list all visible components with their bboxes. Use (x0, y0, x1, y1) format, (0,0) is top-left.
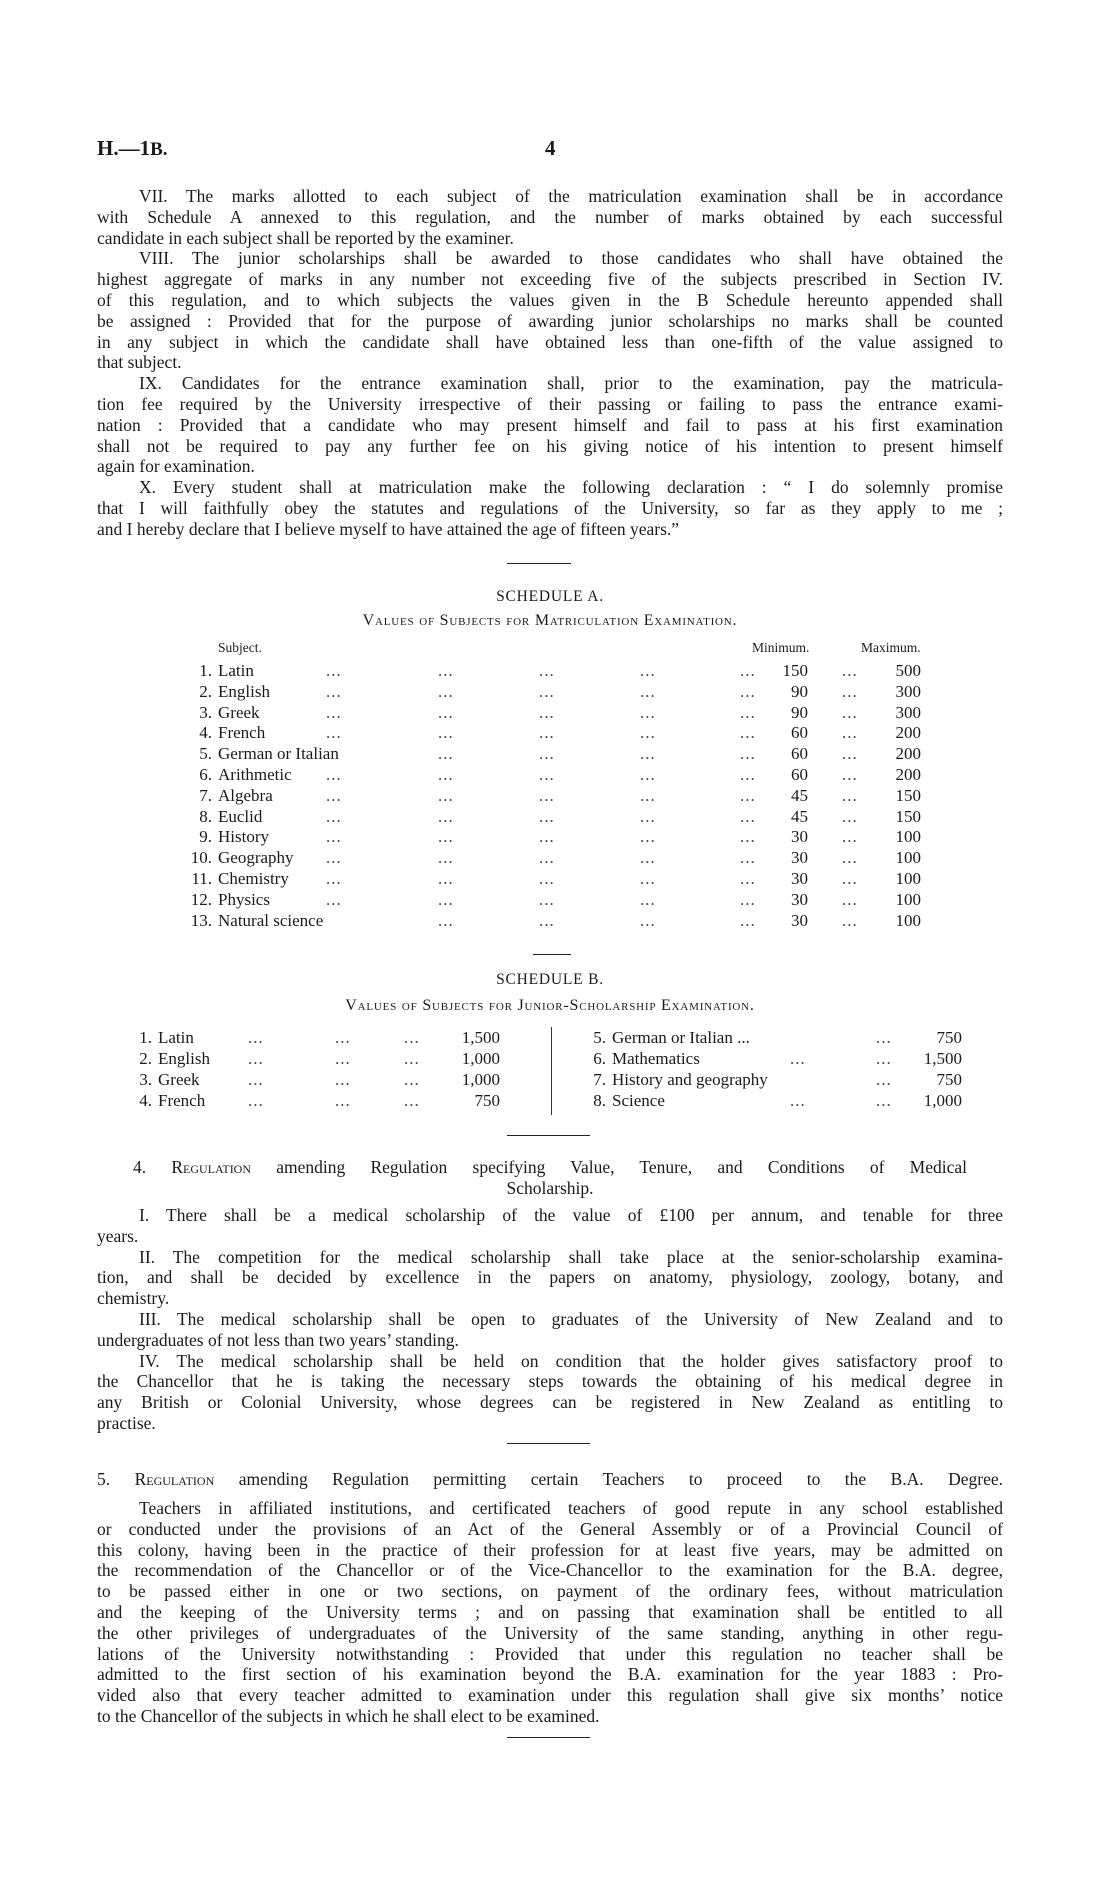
dot-leader: ... (842, 910, 858, 930)
subject-value: 750 (474, 1091, 500, 1110)
maximum-value: 300 (895, 681, 921, 701)
dot-leader: ... (539, 806, 555, 826)
minimum-value: 45 (791, 785, 808, 805)
subject-value: 750 (936, 1028, 962, 1047)
subject-name: Latin (158, 1028, 194, 1047)
row-number: 5. (199, 744, 212, 764)
table-row (0, 1069, 1114, 1090)
paragraph-line: I. There shall be a medical scholarship of the value of £100 per annum, and tenable for three (139, 1205, 1003, 1225)
minimum-value: 150 (782, 661, 808, 680)
subject-name: Latin (218, 661, 254, 680)
schedule-a-title: SCHEDULE A. (496, 588, 604, 605)
dot-leader: ... (539, 744, 555, 764)
subject-name: Mathematics (612, 1049, 700, 1068)
dot-leader: ... (539, 785, 555, 805)
paragraph-line: be assigned : Provided that for the purpose of awarding junior scholarships no marks shall be counted (97, 310, 1003, 331)
dot-leader: ... (326, 661, 342, 680)
paragraph-line: VII. The marks allotted to each subject of the matriculation examination shall be in accordance (139, 186, 1003, 206)
dot-leader: ... (842, 806, 858, 826)
regulations-vii-x (97, 186, 1003, 540)
row-number: 2. (139, 1049, 152, 1068)
table-row (0, 826, 1114, 847)
regulation-4-body (97, 1205, 1003, 1434)
paragraph-line: tion, and shall be decided by excellence in the papers on anatomy, physiology, zoology, botany, and (97, 1267, 1003, 1288)
dot-leader: ... (539, 661, 555, 680)
regulation-number: 4. (133, 1157, 147, 1177)
row-number: 11. (191, 869, 212, 888)
dot-leader: ... (404, 1049, 420, 1068)
dot-leader: ... (640, 827, 656, 847)
row-number: 6. (199, 765, 212, 784)
dot-leader: ... (740, 723, 756, 743)
subject-name: Science (612, 1091, 665, 1110)
dot-leader: ... (876, 1028, 892, 1047)
maximum-value: 200 (895, 744, 921, 764)
paragraph-line: highest aggregate of marks in any number not exceeding five of the subjects prescribed in Section IV. (97, 269, 1003, 290)
regulation-keyword: Regulation (171, 1157, 252, 1177)
column-header-subject: Subject. (218, 640, 262, 655)
subject-name: Greek (218, 702, 260, 722)
subject-value: 1,500 (923, 1049, 962, 1068)
dot-leader: ... (740, 848, 756, 868)
dot-leader: ... (539, 910, 555, 930)
paragraph-line: the recommendation of the Chancellor or of the Vice-Chancellor to the examination for the B.A. degree, (97, 1560, 1003, 1581)
subject-name: Geography (218, 848, 294, 868)
subject-name: Algebra (218, 785, 273, 805)
paragraph-line: IV. The medical scholarship shall be held on condition that the holder gives satisfactory proof to (139, 1350, 1003, 1371)
dot-leader: ... (438, 827, 454, 847)
paragraph-line: with Schedule A annexed to this regulation, and the number of marks obtained by each successful (97, 206, 1003, 227)
section-divider (507, 563, 571, 564)
dot-leader: ... (326, 681, 342, 701)
table-row (0, 1027, 1114, 1048)
minimum-value: 30 (791, 910, 808, 930)
dot-leader: ... (326, 765, 342, 784)
row-number: 4. (199, 723, 212, 743)
dot-leader: ... (640, 681, 656, 701)
regulation-number: 5. (97, 1469, 111, 1489)
subject-name: Chemistry (218, 869, 289, 888)
dot-leader: ... (438, 681, 454, 701)
table-row (0, 806, 1114, 827)
table-row (0, 764, 1114, 785)
minimum-value: 30 (791, 827, 808, 847)
paragraph-line: practise. (97, 1412, 156, 1433)
paragraph-line: and the keeping of the University terms ; and on passing that examination shall be entitled to all (97, 1601, 1003, 1622)
doc-ref-suffix: B. (150, 139, 168, 160)
subject-name: Arithmetic (218, 765, 292, 784)
maximum-value: 150 (895, 806, 921, 826)
subject-name: English (158, 1049, 210, 1068)
dot-leader: ... (640, 661, 656, 680)
paragraph-line: that subject. (97, 352, 182, 373)
dot-leader: ... (842, 681, 858, 701)
dot-leader: ... (248, 1070, 264, 1089)
regulation-5-body (97, 1498, 1003, 1727)
dot-leader: ... (640, 889, 656, 909)
dot-leader: ... (335, 1070, 351, 1089)
maximum-value: 150 (895, 785, 921, 805)
dot-leader: ... (740, 702, 756, 722)
maximum-value: 100 (895, 869, 921, 888)
dot-leader: ... (842, 889, 858, 909)
subject-name: French (218, 723, 266, 743)
subject-name: French (158, 1091, 206, 1110)
paragraph-line: shall not be required to pay any further fee on his giving notice of his intention to present himself (97, 435, 1003, 456)
dot-leader: ... (740, 889, 756, 909)
minimum-value: 45 (791, 806, 808, 826)
dot-leader: ... (539, 827, 555, 847)
maximum-value: 300 (895, 702, 921, 722)
paragraph-line: candidate in each subject shall be reported by the examiner. (97, 227, 514, 248)
dot-leader: ... (842, 827, 858, 847)
minimum-value: 30 (791, 848, 808, 868)
dot-leader: ... (326, 702, 342, 722)
dot-leader: ... (790, 1049, 806, 1068)
dot-leader: ... (248, 1091, 264, 1110)
paragraph-line: this colony, having been in the practice of their profession for at least five years, may be admitted on (97, 1539, 1003, 1560)
dot-leader: ... (248, 1049, 264, 1068)
maximum-value: 100 (895, 889, 921, 909)
dot-leader: ... (539, 681, 555, 701)
dot-leader: ... (438, 910, 454, 930)
dot-leader: ... (326, 827, 342, 847)
paragraph-line: nation : Provided that a candidate who may present himself and fail to pass at his first examination (97, 414, 1003, 435)
table-row (0, 1048, 1114, 1069)
row-number: 3. (139, 1070, 152, 1089)
row-number: 10. (190, 848, 212, 868)
dot-leader: ... (740, 806, 756, 826)
dot-leader: ... (539, 723, 555, 743)
dot-leader: ... (740, 744, 756, 764)
table-row (0, 847, 1114, 868)
row-number: 8. (199, 806, 212, 826)
subject-name: History and geography (612, 1070, 768, 1089)
schedule-b-subtitle: Values of Subjects for Junior-Scholarship Examination. (345, 997, 755, 1014)
row-number: 1. (199, 661, 212, 680)
dot-leader: ... (326, 723, 342, 743)
page-number: 4 (545, 136, 556, 160)
dot-leader: ... (790, 1091, 806, 1110)
regulation-keyword: Regulation (134, 1469, 215, 1489)
subject-name: Physics (218, 889, 270, 909)
dot-leader: ... (326, 785, 342, 805)
row-number: 2. (199, 681, 212, 701)
dot-leader: ... (640, 702, 656, 722)
maximum-value: 100 (895, 848, 921, 868)
dot-leader: ... (539, 765, 555, 784)
paragraph-line: or conducted under the provisions of an Act of the General Assembly or of a Provincial Council of (97, 1518, 1003, 1539)
dot-leader: ... (404, 1028, 420, 1047)
minimum-value: 30 (791, 889, 808, 909)
dot-leader: ... (539, 702, 555, 722)
regulation-heading-text: amending Regulation permitting certain Teachers to proceed to the B.A. Degree. (238, 1469, 1004, 1489)
paragraph-line: years. (97, 1225, 139, 1246)
paragraph-line: chemistry. (97, 1288, 170, 1309)
dot-leader: ... (876, 1070, 892, 1089)
paragraph-line: tion fee required by the University irrespective of their passing or failing to pass the entrance exami- (97, 393, 1003, 414)
subject-value: 1,000 (461, 1070, 500, 1089)
row-number: 13. (190, 910, 212, 930)
dot-leader: ... (438, 848, 454, 868)
dot-leader: ... (740, 765, 756, 784)
dot-leader: ... (438, 702, 454, 722)
subject-name: Euclid (218, 806, 263, 826)
dot-leader: ... (740, 785, 756, 805)
dot-leader: ... (438, 806, 454, 826)
column-header-maximum: Maximum. (861, 640, 921, 655)
table-row (0, 785, 1114, 806)
paragraph-line: the Chancellor that he is taking the necessary steps towards the obtaining of his medical degree in (97, 1371, 1003, 1392)
dot-leader: ... (248, 1028, 264, 1047)
dot-leader: ... (842, 661, 858, 680)
dot-leader: ... (335, 1049, 351, 1068)
dot-leader: ... (842, 702, 858, 722)
table-row (0, 660, 1114, 681)
dot-leader: ... (740, 827, 756, 847)
table-row (0, 910, 1114, 931)
regulation-heading-text: amending Regulation specifying Value, Tenure, and Conditions of Medical (276, 1157, 968, 1177)
paragraph-line: undergraduates of not less than two years’ standing. (97, 1329, 459, 1350)
maximum-value: 100 (895, 910, 921, 930)
subject-value: 750 (936, 1070, 962, 1089)
regulation-4-heading (97, 1157, 1003, 1199)
minimum-value: 90 (791, 702, 808, 722)
dot-leader: ... (640, 785, 656, 805)
paragraph-line: III. The medical scholarship shall be open to graduates of the University of New Zealand and to (139, 1308, 1003, 1329)
dot-leader: ... (740, 681, 756, 701)
paragraph-line: to be passed either in one or two sections, on payment of the ordinary fees, without matriculation (97, 1581, 1003, 1602)
column-header-minimum: Minimum. (752, 640, 810, 655)
paragraph-line: of this regulation, and to which subjects the values given in the B Schedule hereunto appended shall (97, 289, 1003, 310)
row-number: 9. (199, 827, 212, 847)
dot-leader: ... (740, 910, 756, 930)
dot-leader: ... (842, 723, 858, 743)
dot-leader: ... (438, 869, 454, 888)
table-row (0, 681, 1114, 702)
paragraph-line: admitted to the first section of his examination beyond the B.A. examination for the year 1883 : Pro- (97, 1664, 1003, 1685)
dot-leader: ... (539, 848, 555, 868)
dot-leader: ... (842, 785, 858, 805)
table-row (0, 868, 1114, 889)
minimum-value: 90 (791, 681, 808, 701)
dot-leader: ... (335, 1091, 351, 1110)
dot-leader: ... (438, 785, 454, 805)
table-row (0, 743, 1114, 764)
dot-leader: ... (335, 1028, 351, 1047)
maximum-value: 200 (895, 723, 921, 743)
paragraph-line: that I will faithfully obey the statutes and regulations of the University, so far as they apply to me ; (97, 497, 1003, 518)
dot-leader: ... (640, 765, 656, 784)
paragraph-line: Teachers in affiliated institutions, and certificated teachers of good repute in any school established (139, 1498, 1003, 1518)
row-number: 6. (593, 1049, 606, 1068)
schedule-a-subtitle: Values of Subjects for Matriculation Examination. (362, 612, 738, 629)
dot-leader: ... (640, 848, 656, 868)
regulation-5-heading (97, 1469, 1003, 1490)
subject-name: English (218, 681, 270, 701)
row-number: 8. (593, 1091, 606, 1110)
dot-leader: ... (842, 848, 858, 868)
dot-leader: ... (539, 889, 555, 909)
dot-leader: ... (438, 723, 454, 743)
subject-name: Natural science (218, 910, 324, 930)
row-number: 12. (190, 889, 212, 909)
paragraph-line: IX. Candidates for the entrance examination shall, prior to the examination, pay the matricula- (139, 373, 1003, 394)
paragraph-line: in any subject in which the candidate shall have obtained less than one-fifth of the value assigned to (97, 331, 1003, 352)
paragraph-line: the other privileges of undergraduates of the University of the same standing, anything in other regu- (97, 1622, 1003, 1643)
minimum-value: 60 (791, 744, 808, 764)
schedule-b-title: SCHEDULE B. (496, 971, 604, 988)
dot-leader: ... (326, 889, 342, 909)
subject-name: Greek (158, 1070, 200, 1089)
section-divider (507, 1737, 590, 1738)
dot-leader: ... (404, 1070, 420, 1089)
row-number: 3. (199, 702, 212, 722)
dot-leader: ... (842, 744, 858, 764)
paragraph-line: VIII. The junior scholarships shall be awarded to those candidates who shall have obtained the (139, 248, 1003, 269)
maximum-value: 100 (895, 827, 921, 847)
dot-leader: ... (876, 1091, 892, 1110)
dot-leader: ... (842, 869, 858, 888)
minimum-value: 60 (791, 765, 808, 784)
dot-leader: ... (539, 869, 555, 888)
row-number: 4. (139, 1091, 152, 1110)
subject-name: History (218, 827, 269, 847)
row-number: 1. (139, 1028, 152, 1047)
paragraph-line: to the Chancellor of the subjects in which he shall elect to be examined. (97, 1705, 600, 1726)
dot-leader: ... (326, 806, 342, 826)
dot-leader: ... (438, 744, 454, 764)
dot-leader: ... (438, 889, 454, 909)
dot-leader: ... (326, 869, 342, 888)
subject-value: 1,000 (923, 1091, 962, 1110)
dot-leader: ... (876, 1049, 892, 1068)
dot-leader: ... (842, 765, 858, 784)
table-row (0, 1090, 1114, 1111)
section-divider (507, 1443, 590, 1444)
dot-leader: ... (640, 910, 656, 930)
table-row (0, 889, 1114, 910)
dot-leader: ... (640, 723, 656, 743)
paragraph-line: any British or Colonial University, whose degrees can be registered in New Zealand as entitling to (97, 1392, 1003, 1413)
paragraph-line: II. The competition for the medical scholarship shall take place at the senior-scholarship examina- (139, 1246, 1003, 1267)
table-row (0, 722, 1114, 743)
dot-leader: ... (438, 661, 454, 680)
dot-leader: ... (640, 869, 656, 888)
subject-name: German or Italian ... (612, 1028, 750, 1047)
paragraph-line: X. Every student shall at matriculation make the following declaration : “ I do solemnly promise (139, 477, 1003, 498)
paragraph-line: again for examination. (97, 456, 255, 477)
dot-leader: ... (404, 1091, 420, 1110)
dot-leader: ... (640, 744, 656, 764)
regulation-heading-line2: Scholarship. (506, 1177, 594, 1198)
minimum-value: 60 (791, 723, 808, 743)
section-divider (507, 1135, 590, 1136)
dot-leader: ... (640, 806, 656, 826)
table-row (0, 702, 1114, 723)
maximum-value: 200 (895, 765, 921, 784)
paragraph-line: lations of the University notwithstanding : Provided that under this regulation no teacher shall be (97, 1643, 1003, 1664)
doc-ref-prefix: H.—1 (97, 136, 151, 160)
subject-value: 1,500 (461, 1028, 500, 1047)
section-divider (533, 954, 571, 955)
subject-value: 1,000 (461, 1049, 500, 1068)
dot-leader: ... (740, 661, 756, 680)
dot-leader: ... (438, 765, 454, 784)
row-number: 5. (593, 1028, 606, 1047)
maximum-value: 500 (895, 661, 921, 680)
subject-name: German or Italian (218, 744, 339, 764)
row-number: 7. (593, 1070, 606, 1089)
paragraph-line: and I hereby declare that I believe myself to have attained the age of fifteen years.” (97, 518, 680, 539)
minimum-value: 30 (791, 869, 808, 888)
document-reference (97, 136, 168, 161)
dot-leader: ... (326, 848, 342, 868)
paragraph-line: vided also that every teacher admitted to examination under this regulation shall give six months’ notice (97, 1685, 1003, 1706)
dot-leader: ... (740, 869, 756, 888)
row-number: 7. (199, 785, 212, 805)
